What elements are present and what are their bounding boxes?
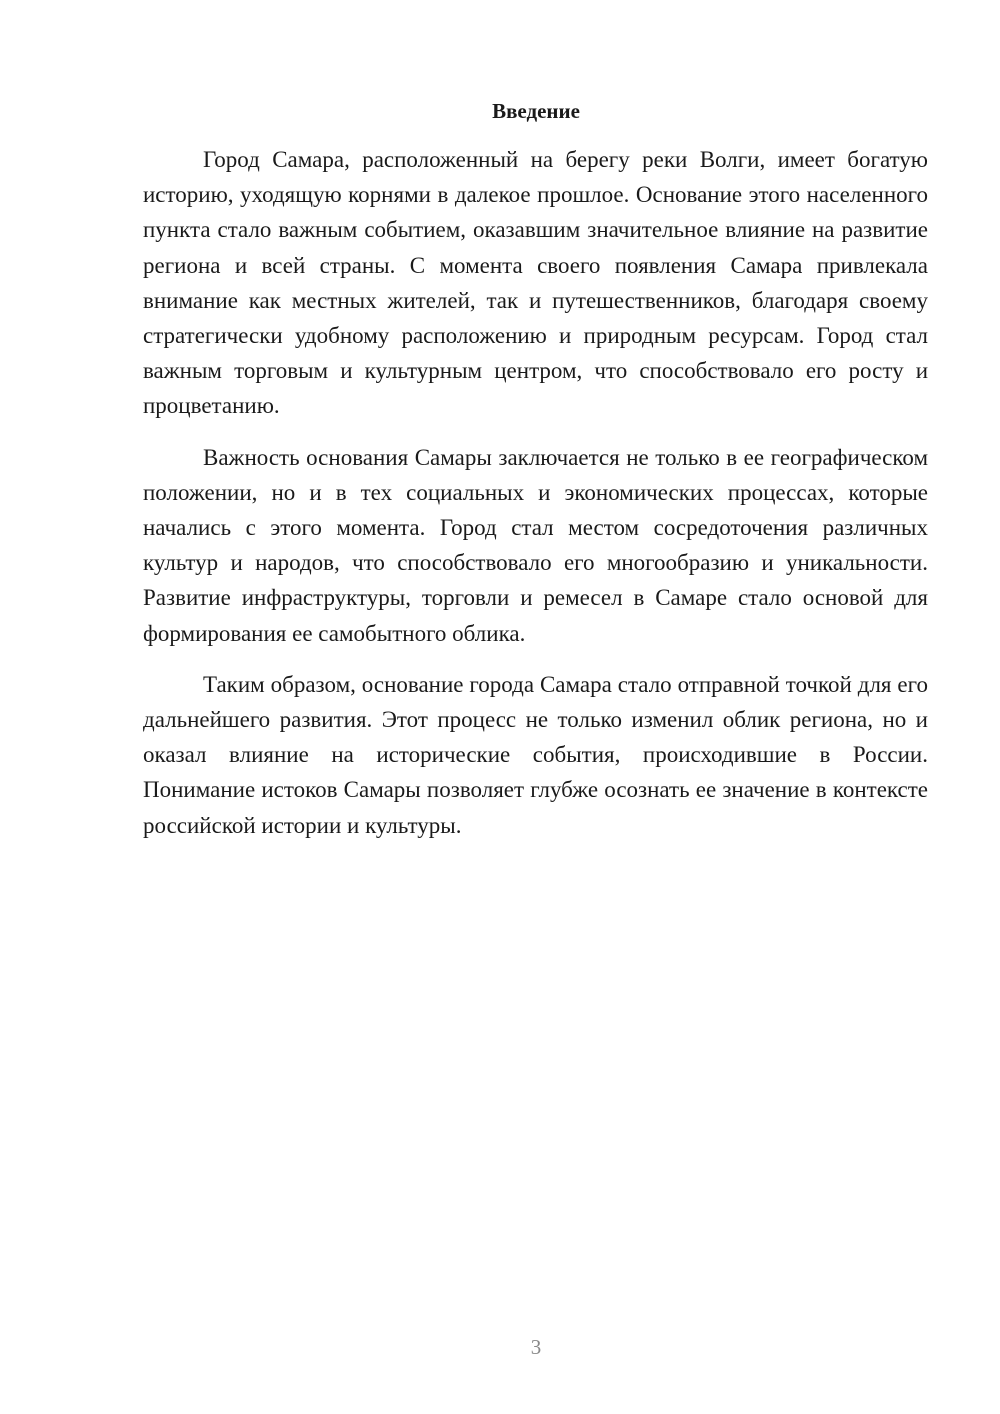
body-text xyxy=(143,142,928,843)
paragraph-3: Таким образом, основание города Самара стало отправной точкой для его дальнейшего развития. Этот процесс не только изменил облик региона, но и оказал влияние на исторические события, происходившие в России. Понимание истоков Самары позволяет глубже осознать ее значение в контексте российской истории и культуры. xyxy=(143,671,928,838)
paragraph-2: Важность основания Самары заключается не только в ее географическом положении, но и в тех социальных и экономических процессах, которые начались с этого момента. Город стал местом сосредоточения различных культур и народов, что способствовало его многообразию и уникальности. Развитие инфраструктуры, торговли и ремесел в Самаре стало основой для формирования ее самобытного облика. xyxy=(143,444,928,646)
paragraph-1: Город Самара, расположенный на берегу реки Волги, имеет богатую историю, уходящую корнями в далекое прошлое. Основание этого населенного пункта стало важным событием, оказавшим значительное влияние на развитие региона и всей страны. С момента своего появления Самара привлекала внимание как местных жителей, так и путешественников, благодаря своему стратегически удобному расположению и природным ресурсам. Город стал важным торговым и культурным центром, что способствовало его росту и процветанию. xyxy=(143,147,928,419)
page-number: 3 xyxy=(530,1335,542,1359)
section-heading: Введение xyxy=(492,99,580,123)
